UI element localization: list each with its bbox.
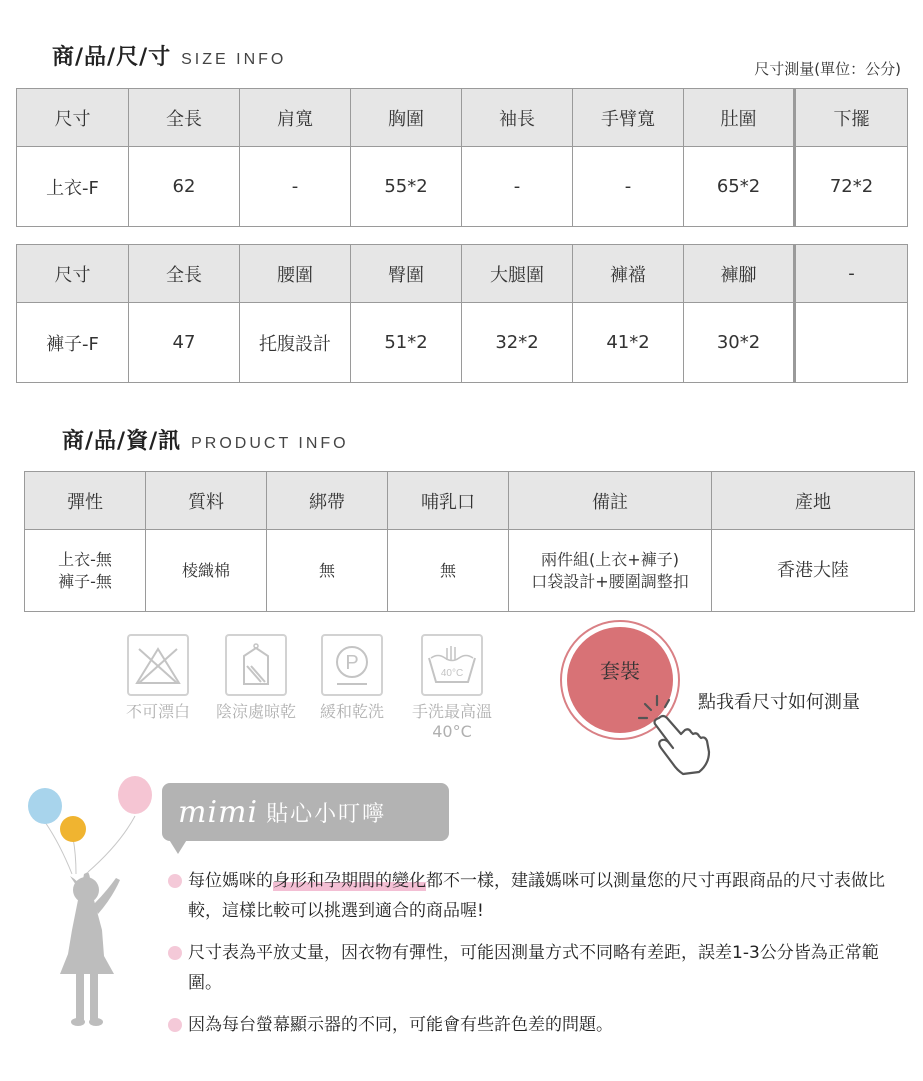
- balloon-pink: [118, 776, 152, 814]
- top-size-table: [16, 88, 908, 227]
- product-title-en: PRODUCT INFO: [191, 435, 349, 452]
- care-label: 緩和乾洗: [320, 702, 385, 721]
- info-table-row: [25, 530, 915, 612]
- balloon-blue: [28, 788, 62, 824]
- origin-cell: 香港大陸: [712, 530, 915, 612]
- size-section-title: [52, 40, 286, 71]
- shade-dry-icon: [225, 634, 287, 696]
- table-cell: [795, 303, 908, 383]
- tip-item: [168, 938, 903, 998]
- hand-wash-icon: [421, 634, 483, 696]
- set-button-label: 套裝: [600, 658, 640, 683]
- tips-title: 貼心小叮嚀: [266, 801, 387, 827]
- header-cell: 綁帶: [267, 472, 388, 530]
- care-label: 手洗最高溫: [412, 702, 493, 721]
- measure-guide-link[interactable]: 點我看尺寸如何測量: [698, 692, 860, 713]
- note-line: 兩件組(上衣+褲子): [541, 549, 679, 569]
- size-title-en: SIZE INFO: [181, 51, 287, 68]
- elasticity-pants: 褲子-無: [58, 571, 112, 591]
- mimi-brand: mimi: [178, 794, 259, 830]
- header-cell: 大腿圍: [462, 245, 573, 303]
- product-info-table: [24, 471, 915, 612]
- table-cell: 51*2: [351, 303, 462, 383]
- top-table-header-row: [17, 89, 908, 147]
- tip-text: 尺寸表為平放丈量，因衣物有彈性，可能因測量方式不同略有差距，誤差1-3公分皆為正常範圍。: [188, 943, 879, 993]
- table-cell: -: [240, 147, 351, 227]
- header-cell: 肚圍: [684, 89, 795, 147]
- care-label: 不可漂白: [126, 702, 191, 721]
- product-title-zh: 商/品/資/訊: [62, 429, 182, 454]
- table-cell: 41*2: [573, 303, 684, 383]
- unit-note: 尺寸測量(單位：公分): [754, 60, 901, 78]
- tip-bullet: [168, 874, 182, 888]
- elasticity-top: 上衣-無: [58, 549, 112, 569]
- care-shade-dry: [216, 634, 296, 722]
- note-line: 口袋設計+腰圍調整扣: [531, 571, 689, 591]
- no-bleach-icon: [127, 634, 189, 696]
- gentle-dry-glyph: P: [345, 652, 359, 674]
- size-title-zh: 商/品/尺/寸: [52, 45, 172, 70]
- header-cell: 質料: [146, 472, 267, 530]
- table-cell: 30*2: [684, 303, 795, 383]
- table-cell: -: [573, 147, 684, 227]
- header-cell: 尺寸: [17, 89, 129, 147]
- tip-bullet: [168, 1018, 182, 1032]
- table-cell: 32*2: [462, 303, 573, 383]
- tips-list: [168, 866, 903, 1052]
- tip-text: 因為每台螢幕顯示器的不同，可能會有些許色差的問題。: [188, 1015, 613, 1035]
- header-cell: 哺乳口: [388, 472, 509, 530]
- header-cell: 手臂寬: [573, 89, 684, 147]
- header-cell: 彈性: [25, 472, 146, 530]
- pants-size-table: [16, 244, 908, 383]
- table-cell: 62: [129, 147, 240, 227]
- product-section-title: [62, 424, 349, 455]
- elasticity-cell: [25, 530, 146, 612]
- gentle-dry-icon: [321, 634, 383, 696]
- header-cell: -: [795, 245, 908, 303]
- header-cell: 肩寬: [240, 89, 351, 147]
- table-cell: 55*2: [351, 147, 462, 227]
- bubble-tail: [168, 838, 188, 854]
- table-cell: 托腹設計: [240, 303, 351, 383]
- girl-silhouette: [60, 872, 120, 1026]
- tip-text: 每位媽咪的: [188, 871, 273, 891]
- tip-text: 都不一樣，建議媽咪可以測量您的尺寸再跟商品的尺寸表做比較，這樣比較可以挑選到適合的商品喔!: [188, 871, 885, 921]
- nursing-cell: 無: [388, 530, 509, 612]
- tip-highlight: 身形和孕期間的變化: [273, 871, 426, 891]
- table-cell: -: [462, 147, 573, 227]
- pants-table-header-row: [17, 245, 908, 303]
- care-sub-label: 40°C: [432, 722, 472, 741]
- table-cell: 褲子-F: [17, 303, 129, 383]
- header-cell: 備註: [509, 472, 712, 530]
- material-cell: 棱織棉: [146, 530, 267, 612]
- tip-bullet: [168, 946, 182, 960]
- header-cell: 褲腳: [684, 245, 795, 303]
- header-cell: 尺寸: [17, 245, 129, 303]
- care-label: 陰涼處晾乾: [216, 702, 297, 721]
- balloon-girl-illustration: [20, 774, 170, 1049]
- header-cell: 全長: [129, 89, 240, 147]
- tips-title-bubble: [162, 783, 449, 841]
- header-cell: 褲襠: [573, 245, 684, 303]
- header-cell: 腰圍: [240, 245, 351, 303]
- table-cell: 上衣-F: [17, 147, 129, 227]
- tip-item: [168, 1010, 903, 1040]
- table-cell: 72*2: [795, 147, 908, 227]
- note-cell: [509, 530, 712, 612]
- header-cell: 下擺: [795, 89, 908, 147]
- header-cell: 袖長: [462, 89, 573, 147]
- header-cell: 臀圍: [351, 245, 462, 303]
- header-cell: 全長: [129, 245, 240, 303]
- care-gentle-dry: [320, 634, 384, 722]
- balloon-orange: [60, 816, 86, 842]
- pants-table-row: [17, 303, 908, 383]
- table-cell: 47: [129, 303, 240, 383]
- top-table-row: [17, 147, 908, 227]
- hand-wash-badge: 40°C: [440, 668, 464, 679]
- info-table-header-row: [25, 472, 915, 530]
- header-cell: 產地: [712, 472, 915, 530]
- strap-cell: 無: [267, 530, 388, 612]
- header-cell: 胸圍: [351, 89, 462, 147]
- care-hand-wash: [412, 634, 492, 742]
- care-no-bleach: [126, 634, 190, 722]
- table-cell: 65*2: [684, 147, 795, 227]
- tip-item: [168, 866, 903, 926]
